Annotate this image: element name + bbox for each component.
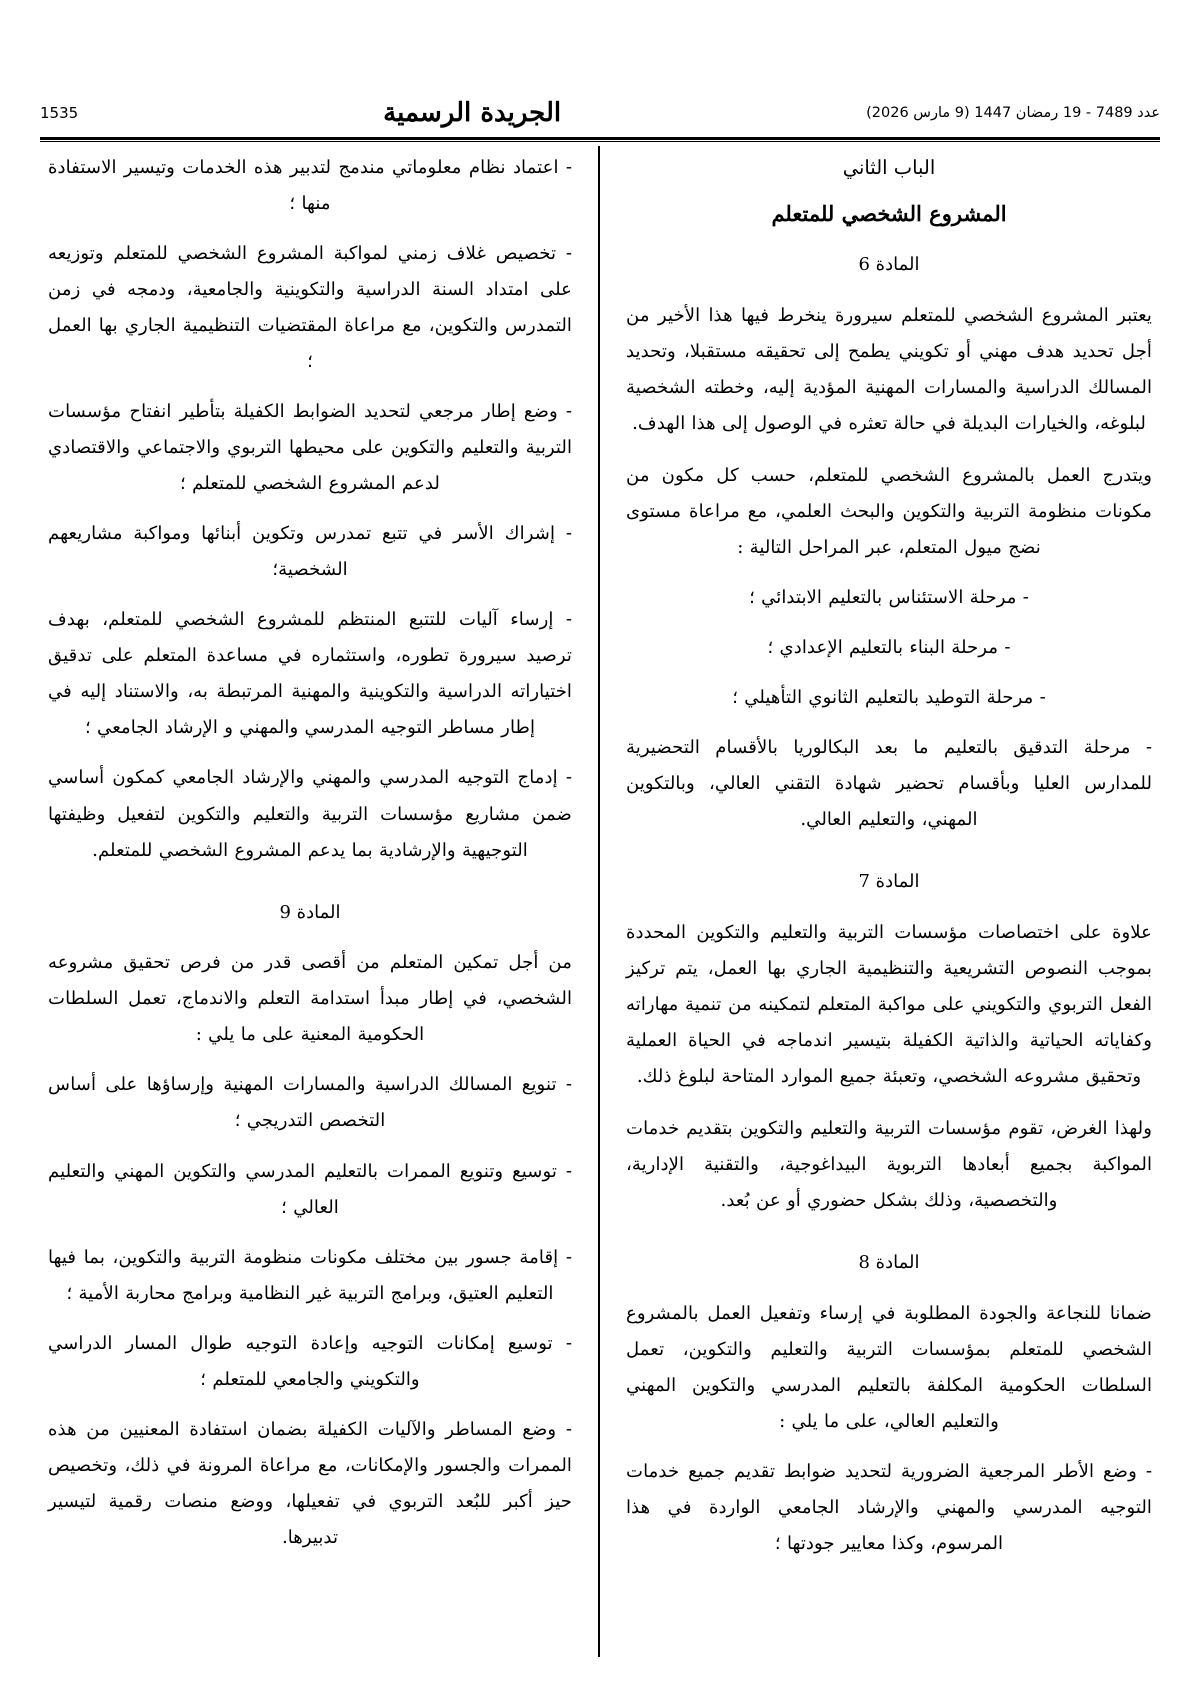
list-item: - وضع الأطر المرجعية الضرورية لتحديد ضوابط تقديم جميع خدمات التوجيه المدرسي والمهني والإرشاد الجامعي الواردة في هذا المرسوم، وكذا معايير جودتها ؛	[626, 1460, 1152, 1555]
list-item: - مرحلة البناء بالتعليم الإعدادي ؛	[767, 636, 1011, 658]
list-item: - إدماج التوجيه المدرسي والمهني والإرشاد الجامعي كمكون أساسي ضمن مشاريع مؤسسات التربية والتعليم والتكوين لتفعيل وظيفتها التوجيهية والإرشادية بما يدعم المشروع الشخصي للمتعلم.	[48, 767, 572, 861]
article-8-heading: المادة 8	[858, 1252, 920, 1274]
list-item: - مرحلة الاستئناس بالتعليم الابتدائي ؛	[749, 586, 1029, 608]
list-item: - تخصيص غلاف زمني لمواكبة المشروع الشخصي للمتعلم وتوزيعه على امتداد السنة الدراسية والتكوينية والجامعية، ودمجه في زمن التمدرس والتكوين، مع مراعاة المقتضيات التنظيمية الجاري بها العمل ؛	[48, 243, 572, 373]
article-8-paragraph-1: ضمانا للنجاعة والجودة المطلوبة في إرساء وتفعيل العمل بالمشروع الشخصي للمتعلم بمؤسسات التربية والتعليم والتكوين، تعمل السلطات الحكومية المكلفة بالتعليم المدرسي والتكوين المهني والتعليم العالي، على ما يلي :	[626, 1302, 1152, 1432]
list-item: - إرساء آليات للتتبع المنتظم للمشروع الشخصي للمتعلم، بهدف ترصيد سيرورة تطوره، واستثماره في مساعدة المتعلم على تدقيق اختياراته الدراسية والتكوينية والمهنية المرتبطة به، والاستناد إليه في إطار مساطر التوجيه المدرسي والمهني و الإرشاد الجامعي ؛	[48, 609, 572, 739]
article-6-paragraph-2: ويتدرج العمل بالمشروع الشخصي للمتعلم، حسب كل مكون من مكونات منظومة التربية والتكوين والبحث العلمي، مع مراعاة مستوى نضج ميول المتعلم، عبر المراحل التالية :	[626, 464, 1152, 558]
issue-date: عدد 7489 - 19 رمضان 1447 (9 مارس 2026)	[866, 105, 1160, 121]
article-7-heading: المادة 7	[858, 870, 920, 892]
page-header	[40, 96, 1160, 130]
article-8-continued-list	[48, 150, 572, 869]
publication-title: الجريدة الرسمية	[383, 98, 562, 128]
list-item: - إشراك الأسر في تتبع تمدرس وتكوين أبنائها ومواكبة مشاريعهم الشخصية؛	[48, 523, 572, 581]
article-6-paragraph-1: يعتبر المشروع الشخصي للمتعلم سيرورة ينخرط فيها هذا الأخير من أجل تحديد هدف مهني أو تكويني يطمح إلى تحقيقه مستقبلا، وتحديد المسالك الدراسية والمسارات المهنية المؤدية إليه، وخطته الشخصية لبلوغه، والخيارات البديلة في حالة تعثره في الوصول إلى هذا الهدف.	[626, 304, 1152, 434]
column-right	[600, 146, 1162, 1657]
article-6-stage-list	[626, 580, 1152, 838]
chapter-title: المشروع الشخصي للمتعلم	[771, 201, 1007, 227]
page-number: 1535	[40, 104, 79, 122]
article-9-paragraph-1: من أجل تمكين المتعلم من أقصى قدر من فرص تحقيق مشروعه الشخصي، في إطار مبدأ استدامة التعلم والاندماج، تعمل السلطات الحكومية المعنية على ما يلي :	[48, 952, 572, 1046]
header-divider-rule	[40, 137, 1160, 140]
list-item: - وضع المساطر والآليات الكفيلة بضمان استفادة المعنيين من هذه الممرات والجسور والإمكانات، مع مراعاة المرونة في ذلك، وتخصيص حيز أكبر للبُعد التربوي في تفعيلها، ووضع منصات رقمية لتيسير تدبيرها.	[48, 1418, 572, 1548]
article-9-item-list	[48, 1067, 572, 1555]
article-9-heading: المادة 9	[279, 901, 341, 923]
list-item: - تنويع المسالك الدراسية والمسارات المهنية وإرساؤها على أساس التخصص التدريجي ؛	[48, 1074, 572, 1132]
list-item: - وضع إطار مرجعي لتحديد الضوابط الكفيلة بتأطير انفتاح مؤسسات التربية والتعليم والتكوين على محيطها التربوي والاجتماعي والاقتصادي لدعم المشروع الشخصي للمتعلم ؛	[48, 401, 572, 495]
list-item: - توسيع إمكانات التوجيه وإعادة التوجيه طوال المسار الدراسي والتكويني والجامعي للمتعلم ؛	[48, 1332, 572, 1390]
article-7-paragraph-2: ولهذا الغرض، تقوم مؤسسات التربية والتعليم والتكوين بتقديم خدمات المواكبة بجميع أبعادها التربوية البيداغوجية، والتقنية الإدارية، والتخصصية، وذلك بشكل حضوري أو عن بُعد.	[626, 1117, 1152, 1211]
column-left	[38, 146, 600, 1657]
list-item: - اعتماد نظام معلوماتي مندمج لتدبير هذه الخدمات وتيسير الاستفادة منها ؛	[48, 157, 572, 215]
list-item: - توسيع وتنويع الممرات بالتعليم المدرسي والتكوين المهني والتعليم العالي ؛	[48, 1160, 572, 1218]
two-column-body	[38, 146, 1162, 1657]
article-7-paragraph-1: علاوة على اختصاصات مؤسسات التربية والتعليم والتكوين المحددة بموجب النصوص التشريعية والتنظيمية الجاري بها العمل، يتم تركيز الفعل التربوي والتكويني على مواكبة المتعلم لتمكينه من تنمية مهاراته وكفاياته الحياتية والذاتية الكفيلة بتيسير اندماجه في الحياة العملية وتحقيق مشروعه الشخصي، وتعبئة جميع الموارد المتاحة لبلوغ ذلك.	[626, 921, 1152, 1087]
list-item: - مرحلة التدقيق بالتعليم ما بعد البكالوريا بالأقسام التحضيرية للمدارس العليا وبأقسام تحضير شهادة التقني العالي، وبالتكوين المهني، والتعليم العالي.	[626, 736, 1152, 830]
article-8-item-list	[626, 1454, 1152, 1562]
article-6-heading: المادة 6	[858, 253, 920, 275]
list-item: - مرحلة التوطيد بالتعليم الثانوي التأهيلي ؛	[732, 686, 1046, 708]
list-item: - إقامة جسور بين مختلف مكونات منظومة التربية والتكوين، بما فيها التعليم العتيق، وبرامج التربية غير النظامية وبرامج محاربة الأمية ؛	[48, 1246, 572, 1304]
chapter-label: الباب الثاني	[842, 156, 936, 179]
